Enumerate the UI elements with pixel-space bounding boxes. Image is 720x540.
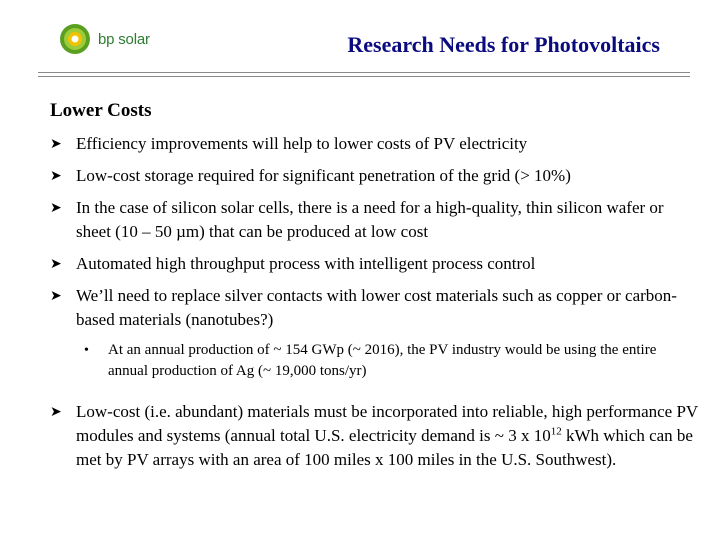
section-heading: Lower Costs [50,100,152,121]
arrowhead-bullet-icon: ➤ [50,136,62,152]
sub-bullet-text: At an annual production of ~ 154 GWp (~ 2016), the PV industry would be using the entire annual production of Ag (~ 19,000 tons/yr) [108,342,657,379]
bullet-item [50,284,700,332]
bullet-text: Low-cost storage required for significant penetration of the grid (> 10%) [76,166,571,185]
arrowhead-bullet-icon: ➤ [50,404,62,420]
arrowhead-bullet-icon: ➤ [50,168,62,184]
page-title: Research Needs for Photovoltaics [347,32,660,57]
bp-solar-logo [58,22,150,56]
bullet-text: Efficiency improvements will help to lower costs of PV electricity [76,134,528,153]
arrowhead-bullet-icon: ➤ [50,256,62,272]
bullet-item [50,400,700,472]
logo-text: bp solar [98,30,150,48]
title-divider [38,72,690,77]
bullet-item [50,196,700,244]
arrowhead-bullet-icon: ➤ [50,288,62,304]
exponent: 12 [550,425,562,438]
bullet-item [50,252,700,276]
bullet-text-before: Low-cost (i.e. abundant) materials must be incorporated into reliable, high performance PV modules and systems (annual total U.S. electricity demand is ~ 3 x 10 [76,402,698,445]
bullet-text: We’ll need to replace silver contacts with lower cost materials such as copper or carbon-based materials (nanotubes?) [76,286,677,329]
bullet-text: Automated high throughput process with intelligent process control [76,254,536,273]
arrowhead-bullet-icon: ➤ [50,200,62,216]
bullet-item [50,164,700,188]
dot-bullet-icon: • [84,343,89,358]
slide-body [50,100,700,472]
bullet-text-after: kWh which can be met by PV arrays with an area of 100 miles x 100 miles in the U.S. Southwest). [76,426,693,469]
helios-flower-icon [58,22,92,56]
bullet-item [50,132,700,156]
bullet-text: In the case of silicon solar cells, there is a need for a high-quality, thin silicon wafer or sheet (10 – 50 µm) that can be produced at low cost [76,198,664,241]
sub-bullet-item [50,340,700,382]
